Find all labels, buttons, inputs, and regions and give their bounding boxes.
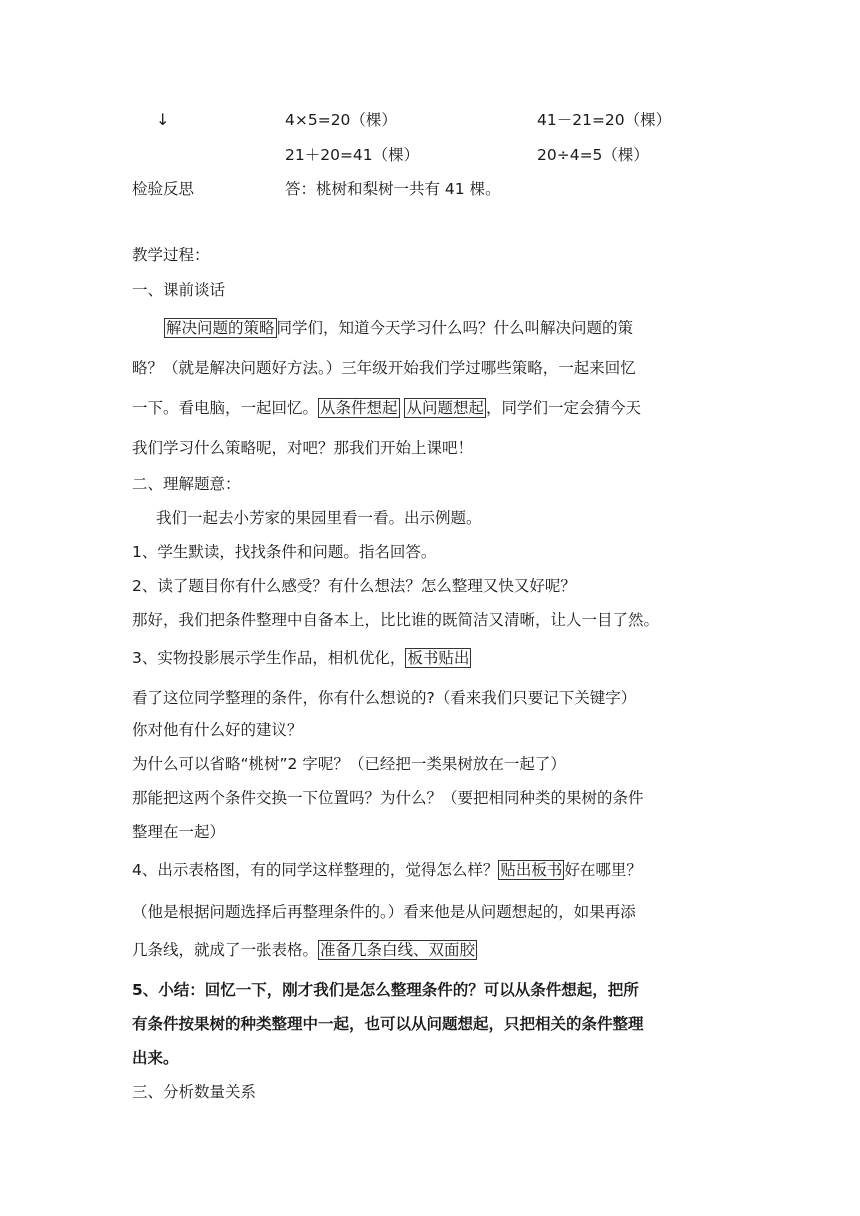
question-4-cont: 整理在一起） bbox=[132, 823, 226, 841]
summary-line2: 有条件按果树的种类整理中一起，也可以从问题想起，只把相关的条件整理 bbox=[132, 1015, 644, 1033]
calc-20div4: 20÷4=5（棵） bbox=[537, 146, 649, 164]
item-2-cont: 那好，我们把条件整理中自备本上，比比谁的既简洁又清晰，让人一目了然。 bbox=[132, 611, 660, 629]
item-4-line3-text: 几条线，就成了一张表格。 bbox=[132, 941, 319, 959]
boxed-strategy: 解决问题的策略 bbox=[166, 319, 275, 337]
section-2-heading: 二、理解题意： bbox=[132, 475, 241, 493]
boxed-board-post: 板书贴出 bbox=[407, 649, 470, 667]
question-2: 你对他有什么好的建议？ bbox=[132, 721, 303, 739]
section-1-heading: 一、课前谈话 bbox=[132, 281, 226, 299]
calc-4x5: 4×5=20（棵） bbox=[285, 111, 397, 129]
item-4-text-a: 4、出示表格图，有的同学这样整理的，觉得怎么样？ bbox=[132, 861, 499, 879]
item-4 bbox=[132, 860, 642, 880]
teaching-process-heading: 教学过程： bbox=[132, 246, 210, 264]
check-reflect-label: 检验反思 bbox=[132, 180, 195, 198]
calc-41-21: 41－21=20（棵） bbox=[537, 111, 672, 129]
item-3 bbox=[132, 648, 471, 668]
item-1: 1、学生默读，找找条件和问题。指名回答。 bbox=[132, 543, 437, 561]
question-3: 为什么可以省略“桃树”2 字呢？（已经把一类果树放在一起了） bbox=[132, 755, 566, 773]
down-arrow-icon: ↓ bbox=[156, 110, 170, 129]
boxed-post-board: 贴出板书 bbox=[500, 861, 563, 879]
para1-line2: 略？（就是解决问题好方法。）三年级开始我们学过哪些策略，一起来回忆 bbox=[132, 359, 636, 377]
para1-line3 bbox=[132, 398, 641, 418]
question-4: 那能把这两个条件交换一下位置吗？为什么？（要把相同种类的果树的条件 bbox=[132, 789, 644, 807]
item-4-text-b: 好在哪里？ bbox=[564, 861, 642, 879]
calc-21+20: 21＋20=41（棵） bbox=[285, 146, 420, 164]
item-4-line2: （他是根据问题选择后再整理条件的。）看来他是从问题想起的，如果再添 bbox=[132, 903, 636, 921]
boxed-prepare-lines: 准备几条白线、双面胶 bbox=[320, 941, 476, 959]
section-3-heading: 三、分析数量关系 bbox=[132, 1083, 257, 1101]
item-4-line3 bbox=[132, 940, 477, 960]
para1-line3-start: 一下。看电脑，一起回忆。 bbox=[132, 399, 319, 417]
answer-text: 答：桃树和梨树一共有 41 棵。 bbox=[285, 180, 501, 198]
para2: 我们一起去小芳家的果园里看一看。出示例题。 bbox=[156, 509, 482, 527]
para1-line1 bbox=[164, 318, 633, 338]
boxed-from-conditions: 从条件想起 bbox=[320, 399, 398, 417]
boxed-from-question: 从问题想起 bbox=[406, 399, 484, 417]
question-1: 看了这位同学整理的条件，你有什么想说的?（看来我们只要记下关键字） bbox=[132, 689, 637, 707]
item-3-text: 3、实物投影展示学生作品，相机优化， bbox=[132, 649, 406, 667]
summary-line3: 出来。 bbox=[132, 1049, 179, 1067]
summary-line1: 5、小结：回忆一下，刚才我们是怎么整理条件的？可以从条件想起，把所 bbox=[132, 981, 639, 999]
item-2: 2、读了题目你有什么感受？有什么想法？怎么整理又快又好呢？ bbox=[132, 577, 576, 595]
para1-line1-text: 同学们，知道今天学习什么吗？什么叫解决问题的策 bbox=[276, 319, 634, 337]
para1-line4: 我们学习什么策略呢，对吧？那我们开始上课吧！ bbox=[132, 439, 474, 457]
para1-line3-end: ，同学们一定会猜今天 bbox=[485, 399, 641, 417]
